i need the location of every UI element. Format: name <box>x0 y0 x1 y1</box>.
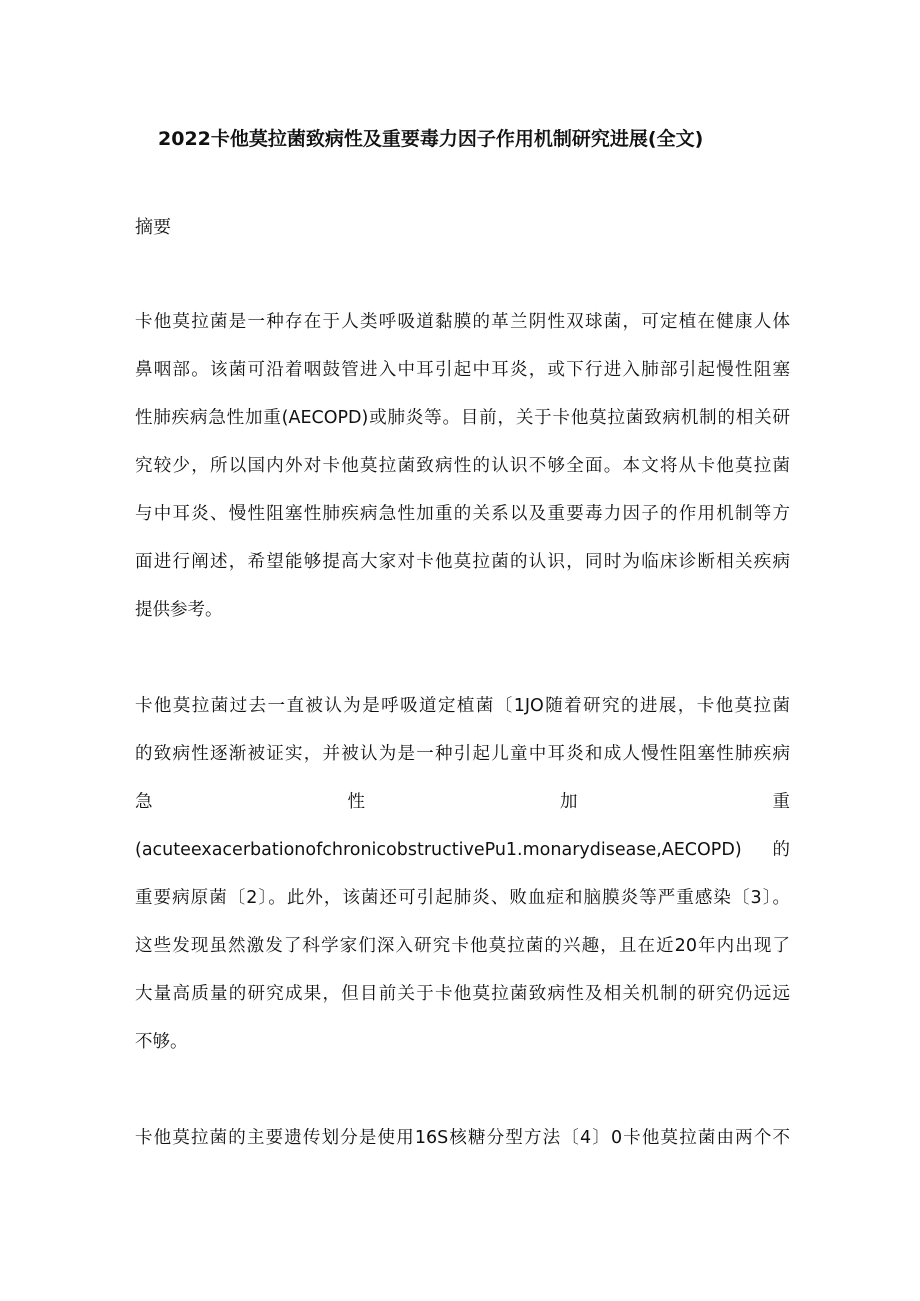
paragraph-1-line-6: 面进行阐述，希望能够提高大家对卡他莫拉菌的认识，同时为临床诊断相关疾病 <box>135 552 790 572</box>
document-title: 2022卡他莫拉菌致病性及重要毒力因子作用机制研究进展(全文) <box>158 128 704 150</box>
paragraph-2-line-3: 急 性 加 重 <box>135 792 790 812</box>
paragraph-2-line-6: 这些发现虽然激发了科学家们深入研究卡他莫拉菌的兴趣，且在近20年内出现了 <box>135 936 790 956</box>
paragraph-2-line-7: 大量高质量的研究成果，但目前关于卡他莫拉菌致病性及相关机制的研究仍远远 <box>135 984 790 1004</box>
paragraph-3-line-1: 卡他莫拉菌的主要遗传划分是使用16S核糖分型方法〔4〕0卡他莫拉菌由两个不 <box>135 1128 790 1148</box>
abstract-heading: 摘要 <box>135 217 171 238</box>
paragraph-1-line-1: 卡他莫拉菌是一种存在于人类呼吸道黏膜的革兰阴性双球菌，可定植在健康人体 <box>135 312 790 332</box>
paragraph-2-line-5: 重要病原菌〔2〕。此外，该菌还可引起肺炎、败血症和脑膜炎等严重感染〔3〕。 <box>135 888 790 908</box>
paragraph-1-line-5: 与中耳炎、慢性阻塞性肺疾病急性加重的关系以及重要毒力因子的作用机制等方 <box>135 504 790 524</box>
paragraph-1-line-2: 鼻咽部。该菌可沿着咽鼓管进入中耳引起中耳炎，或下行进入肺部引起慢性阻塞 <box>135 360 790 380</box>
paragraph-1-line-3: 性肺疾病急性加重(AECOPD)或肺炎等。目前，关于卡他莫拉菌致病机制的相关研 <box>135 408 790 428</box>
paragraph-2-line-1: 卡他莫拉菌过去一直被认为是呼吸道定植菌〔1JO随着研究的进展，卡他莫拉菌 <box>135 696 790 716</box>
paragraph-2-line-4: (acuteexacerbationofchronicobstructivePu1.monarydisease,AECOPD) 的 <box>135 840 790 860</box>
paragraph-2-line-2: 的致病性逐渐被证实，并被认为是一种引起儿童中耳炎和成人慢性阻塞性肺疾病 <box>135 744 790 764</box>
paragraph-1-line-4: 究较少，所以国内外对卡他莫拉菌致病性的认识不够全面。本文将从卡他莫拉菌 <box>135 456 790 476</box>
paragraph-1-line-7: 提供参考。 <box>135 600 223 620</box>
paragraph-2-line-8: 不够。 <box>135 1032 188 1052</box>
